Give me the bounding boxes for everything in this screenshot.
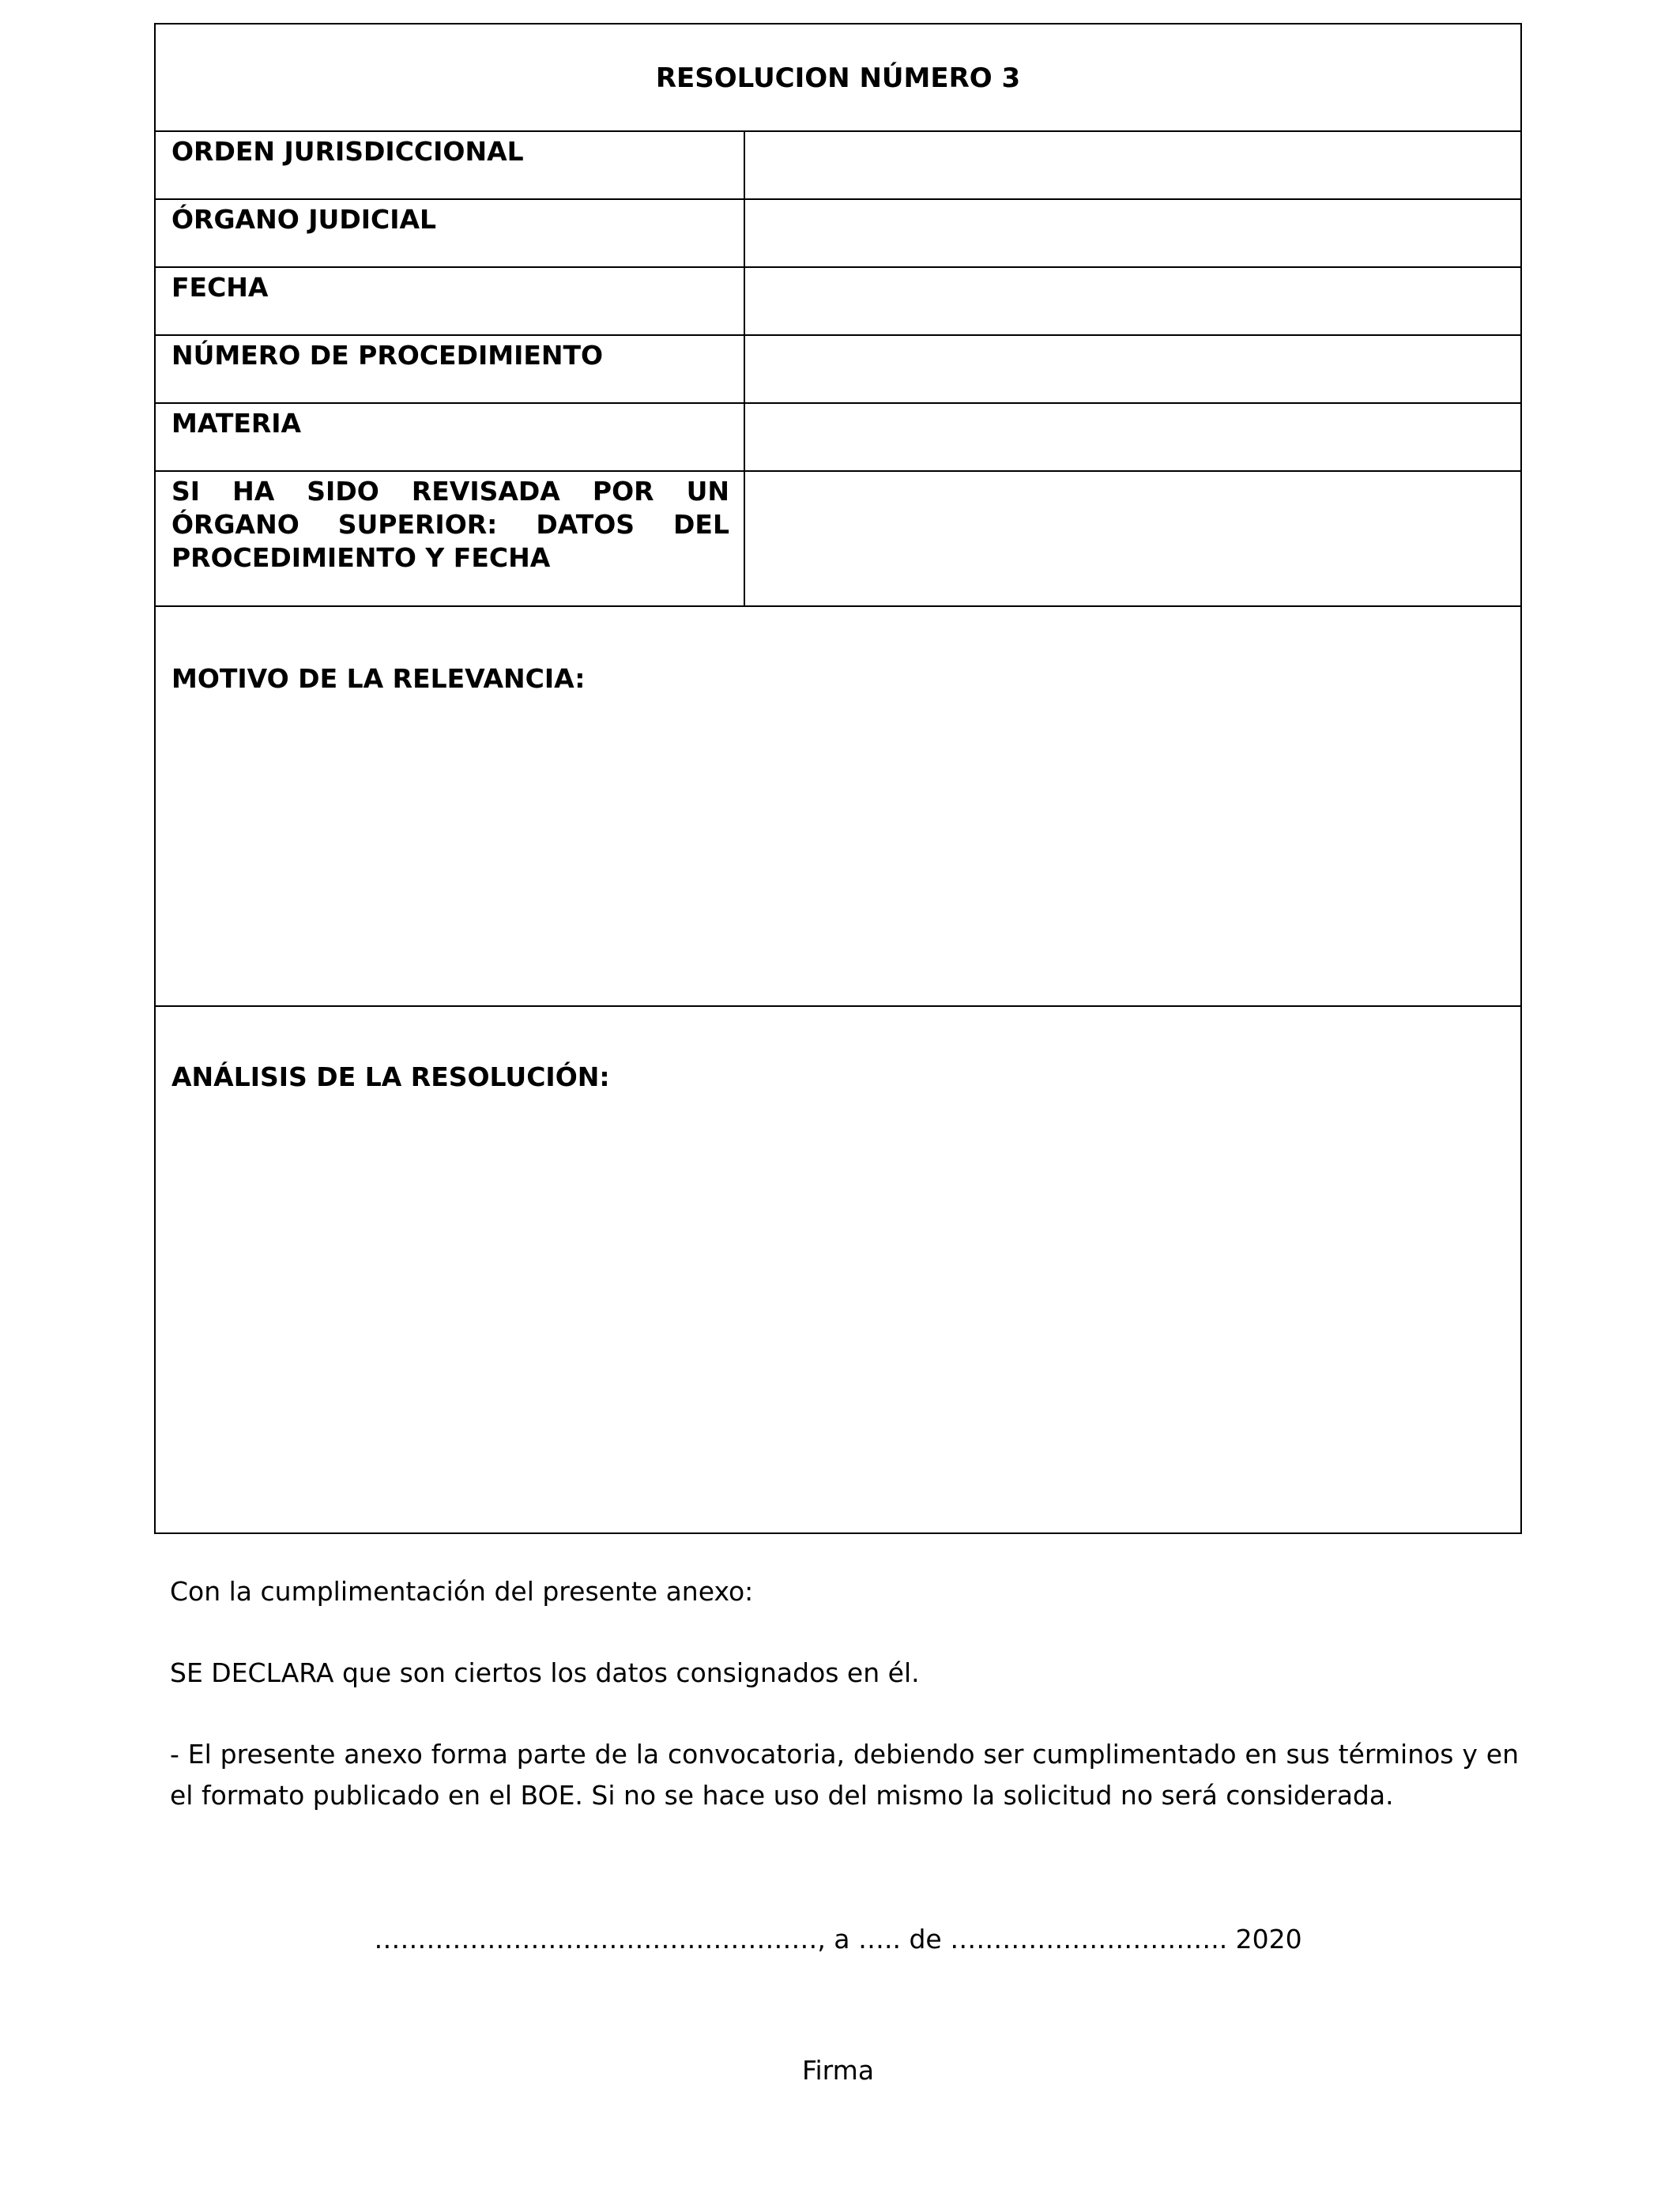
- field-row-fecha: [156, 268, 1520, 336]
- declaration-note: - El presente anexo forma parte de la convocatoria, debiendo ser cumplimentado en sus términos y en el formato publicado en el BOE. Si no se hace uso del mismo la solicitud no será considerada.: [170, 1739, 1519, 1811]
- field-row-orden-jurisdiccional: [156, 132, 1520, 200]
- declaration-statement: SE DECLARA que son ciertos los datos consignados en él.: [170, 1657, 920, 1688]
- field-value-materia[interactable]: [745, 404, 1520, 470]
- field-row-revision-superior: [156, 472, 1520, 607]
- field-value-fecha[interactable]: [745, 268, 1520, 334]
- field-row-materia: [156, 404, 1520, 472]
- field-label: FECHA: [156, 268, 745, 334]
- field-label: SI HA SIDO REVISADA POR UN ÓRGANO SUPERIOR: DATOS DEL PROCEDIMIENTO Y FECHA: [156, 472, 745, 605]
- signature-label: Firma: [801, 2055, 875, 2086]
- field-label: ÓRGANO JUDICIAL: [156, 200, 745, 266]
- motivo-relevancia-section[interactable]: [156, 607, 1520, 1007]
- analisis-resolucion-label: ANÁLISIS DE LA RESOLUCIÓN:: [171, 1061, 610, 1092]
- field-value-organo-judicial[interactable]: [745, 200, 1520, 266]
- analisis-resolucion-section[interactable]: [156, 1007, 1520, 1534]
- field-label: ORDEN JURISDICCIONAL: [156, 132, 745, 198]
- motivo-relevancia-label: MOTIVO DE LA RELEVANCIA:: [171, 663, 586, 694]
- place-date-line: ……………………………………………, a ….. de ………………………….. 2020: [374, 1924, 1302, 1955]
- resolution-form-table: [154, 23, 1522, 1534]
- field-value-numero-procedimiento[interactable]: [745, 336, 1520, 402]
- field-row-numero-procedimiento: [156, 336, 1520, 404]
- field-row-organo-judicial: [156, 200, 1520, 268]
- declaration-intro: Con la cumplimentación del presente anexo:: [170, 1576, 754, 1607]
- field-value-orden-jurisdiccional[interactable]: [745, 132, 1520, 198]
- field-label: NÚMERO DE PROCEDIMIENTO: [156, 336, 745, 402]
- field-value-revision-superior[interactable]: [745, 472, 1520, 605]
- form-title: RESOLUCION NÚMERO 3: [156, 25, 1520, 132]
- field-label: MATERIA: [156, 404, 745, 470]
